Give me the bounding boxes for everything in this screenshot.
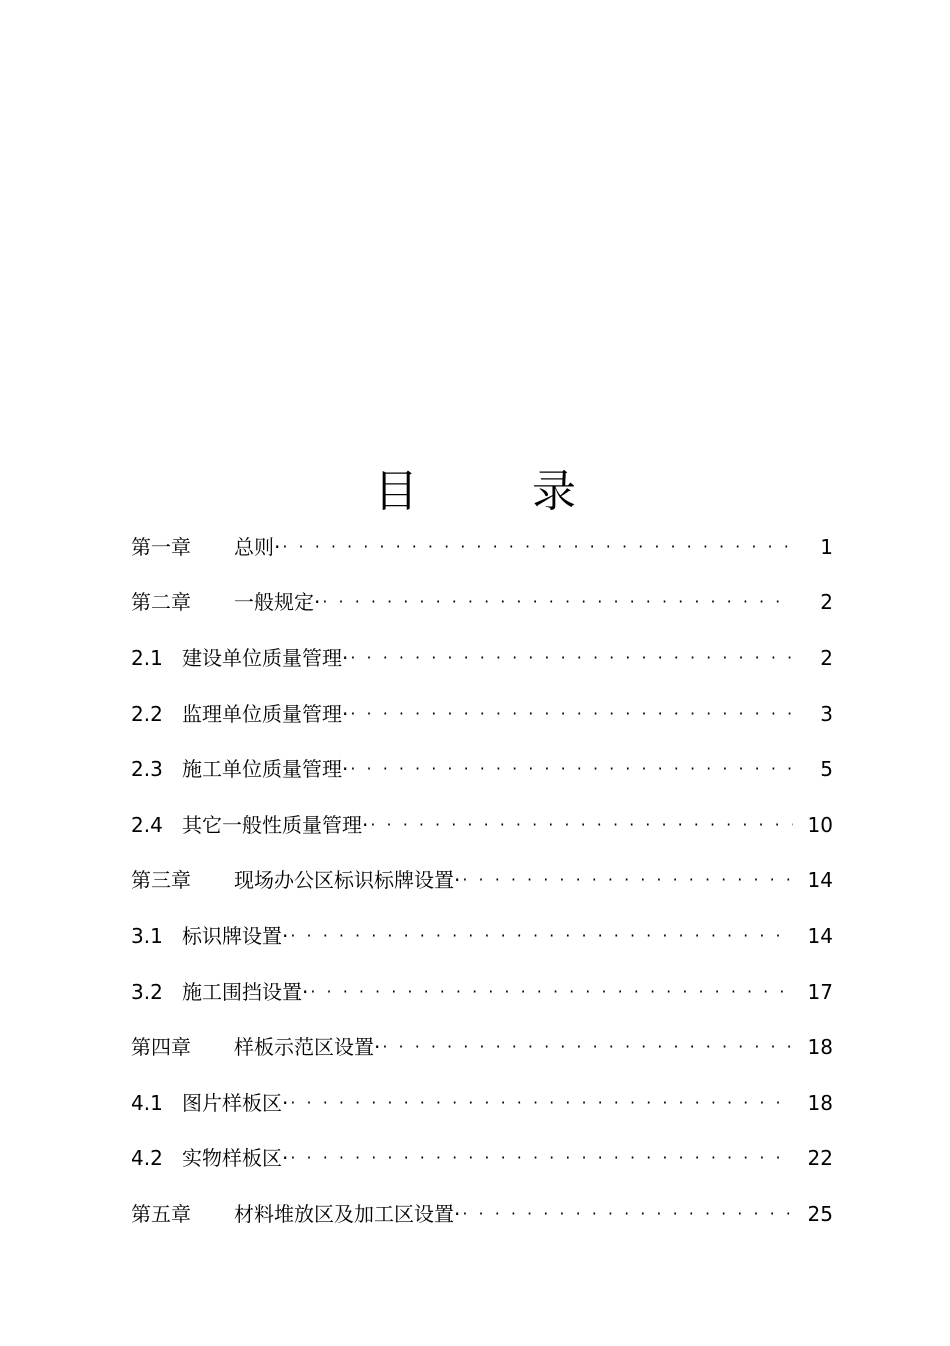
entry-page: 3 [820, 701, 833, 726]
entry-title: 材料堆放区及加工区设置· [234, 1201, 461, 1226]
entry-number: 第三章 [131, 868, 191, 893]
entry-title: 一般规定· [234, 590, 321, 615]
toc-entry[interactable] [131, 630, 833, 686]
entry-title: 施工围挡设置· [182, 979, 309, 1004]
entry-number: 第五章 [131, 1201, 191, 1226]
toc-entry[interactable] [131, 519, 833, 575]
table-of-contents [131, 519, 833, 1242]
entry-page: 17 [807, 979, 833, 1004]
entry-title: 现场办公区标识标牌设置· [234, 868, 461, 893]
toc-entry[interactable] [131, 1186, 833, 1242]
toc-entry[interactable] [131, 1019, 833, 1075]
dot-leader [350, 755, 793, 783]
dot-leader [462, 1200, 793, 1228]
entry-page: 1 [820, 534, 833, 559]
entry-title: 其它一般性质量管理· [182, 812, 369, 837]
entry-page: 2 [820, 590, 833, 615]
toc-entry[interactable] [131, 908, 833, 964]
entry-number: 2.4 [131, 812, 163, 837]
entry-title: 样板示范区设置· [234, 1035, 381, 1060]
dot-leader [370, 811, 793, 839]
entry-number: 4.2 [131, 1146, 163, 1171]
entry-number: 4.1 [131, 1090, 163, 1115]
entry-page: 25 [807, 1201, 833, 1226]
toc-entry[interactable] [131, 686, 833, 742]
entry-page: 14 [807, 868, 833, 893]
entry-number: 第一章 [131, 534, 191, 559]
entry-page: 5 [820, 757, 833, 782]
entry-number: 第二章 [131, 590, 191, 615]
entry-title: 标识牌设置· [182, 923, 289, 948]
dot-leader [282, 533, 793, 561]
entry-page: 18 [807, 1090, 833, 1115]
entry-title: 建设单位质量管理· [182, 645, 349, 670]
toc-entry[interactable] [131, 1131, 833, 1187]
toc-entry[interactable] [131, 575, 833, 631]
dot-leader [290, 1144, 793, 1172]
entry-number: 2.3 [131, 757, 163, 782]
toc-entry[interactable] [131, 1075, 833, 1131]
dot-leader [310, 978, 793, 1006]
entry-page: 2 [820, 645, 833, 670]
toc-entry[interactable] [131, 797, 833, 853]
entry-title: 施工单位质量管理· [182, 757, 349, 782]
entry-title: 实物样板区· [182, 1146, 289, 1171]
entry-page: 22 [807, 1146, 833, 1171]
entry-title: 监理单位质量管理· [182, 701, 349, 726]
toc-entry[interactable] [131, 741, 833, 797]
entry-title: 图片样板区· [182, 1090, 289, 1115]
dot-leader [290, 1089, 793, 1117]
entry-number: 2.1 [131, 645, 163, 670]
entry-title: 总则· [234, 534, 281, 559]
toc-entry[interactable] [131, 964, 833, 1020]
dot-leader [322, 588, 793, 616]
dot-leader [350, 644, 793, 672]
dot-leader [462, 866, 793, 894]
dot-leader [350, 700, 793, 728]
entry-page: 18 [807, 1035, 833, 1060]
entry-number: 2.2 [131, 701, 163, 726]
entry-number: 3.2 [131, 979, 163, 1004]
dot-leader [382, 1033, 793, 1061]
page-title: 目 录 [374, 466, 626, 517]
entry-number: 3.1 [131, 923, 163, 948]
entry-number: 第四章 [131, 1035, 191, 1060]
toc-entry[interactable] [131, 853, 833, 909]
entry-page: 10 [807, 812, 833, 837]
entry-page: 14 [807, 923, 833, 948]
dot-leader [290, 922, 793, 950]
